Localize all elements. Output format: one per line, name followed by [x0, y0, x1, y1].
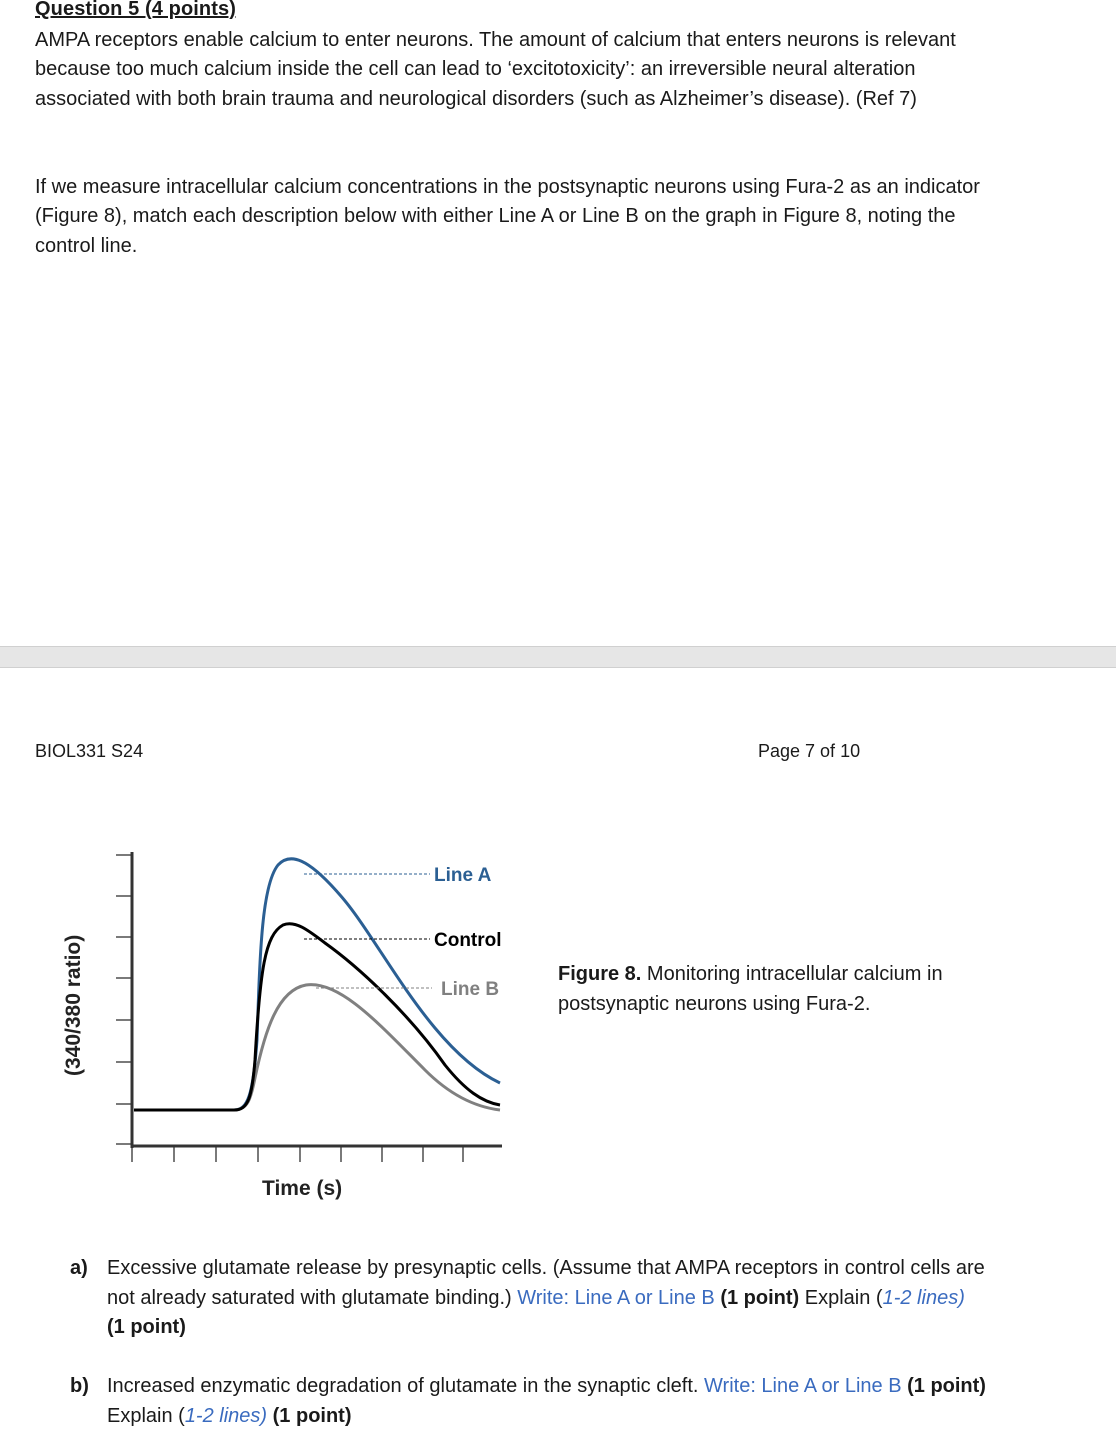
line-a-label: Line A — [434, 865, 492, 886]
figure-8-chart — [50, 840, 520, 1210]
points-label: (1 point) — [714, 1286, 800, 1309]
question-instruction: If we measure intracellular calcium concentrations in the postsynaptic neurons using Fura-2 as an indicator (Figure 8), match each description below with either Line A or Line B on the graph in Figure 8, noting the control line. — [35, 176, 980, 257]
question-intro: AMPA receptors enable calcium to enter neurons. The amount of calcium that enters neurons is relevant because too much calcium inside the cell can lead to ‘excitotoxicity’: an irreversible neural alteration associated with both brain trauma and neurological disorders (such as Alzheimer’s disease). (Ref 7) — [35, 29, 956, 110]
points-label: (1 point) — [267, 1404, 352, 1427]
item-text — [107, 1372, 987, 1431]
item-description: Excessive glutamate release by presynaptic cells. (Assume that AMPA receptors in control cells are not already saturated with glutamate binding.) — [107, 1257, 985, 1309]
page-separator — [0, 646, 1116, 668]
page-number: Page 7 of 10 — [758, 741, 861, 761]
figure-caption-label: Figure 8. — [558, 963, 642, 985]
figure-caption — [558, 960, 998, 1019]
points-label: (1 point) — [107, 1316, 186, 1338]
x-ticks — [132, 1146, 463, 1162]
page-top — [0, 0, 1116, 646]
line-b-curve — [134, 985, 500, 1110]
write-instruction: Write: Line A or Line B — [517, 1286, 715, 1309]
course-header: BIOL331 S24 — [35, 741, 144, 761]
item-letter: a) — [70, 1257, 88, 1279]
item-description: Increased enzymatic degradation of glutamate in the synaptic cleft. — [107, 1375, 705, 1397]
item-letter: b) — [70, 1375, 89, 1397]
explain-label: Explain ( — [107, 1404, 185, 1427]
write-instruction: Write: Line A or Line B — [704, 1375, 902, 1397]
explain-label: Explain ( — [799, 1286, 883, 1309]
item-text — [107, 1254, 987, 1343]
y-ticks — [116, 855, 132, 1144]
control-label: Control — [434, 930, 502, 951]
y-axis-label: (340/380 ratio) — [62, 934, 85, 1076]
points-label: (1 point) — [901, 1375, 986, 1397]
question-title: Question 5 (4 points) — [35, 0, 236, 20]
line-b-label: Line B — [441, 979, 500, 1000]
figure-caption-text: Monitoring intracellular calcium in postsynaptic neurons using Fura-2. — [558, 963, 943, 1015]
control-curve — [134, 924, 500, 1110]
lines-hint: 1-2 lines) — [184, 1404, 268, 1427]
lines-hint: 1-2 lines) — [882, 1286, 965, 1309]
x-axis-label: Time (s) — [262, 1177, 343, 1200]
